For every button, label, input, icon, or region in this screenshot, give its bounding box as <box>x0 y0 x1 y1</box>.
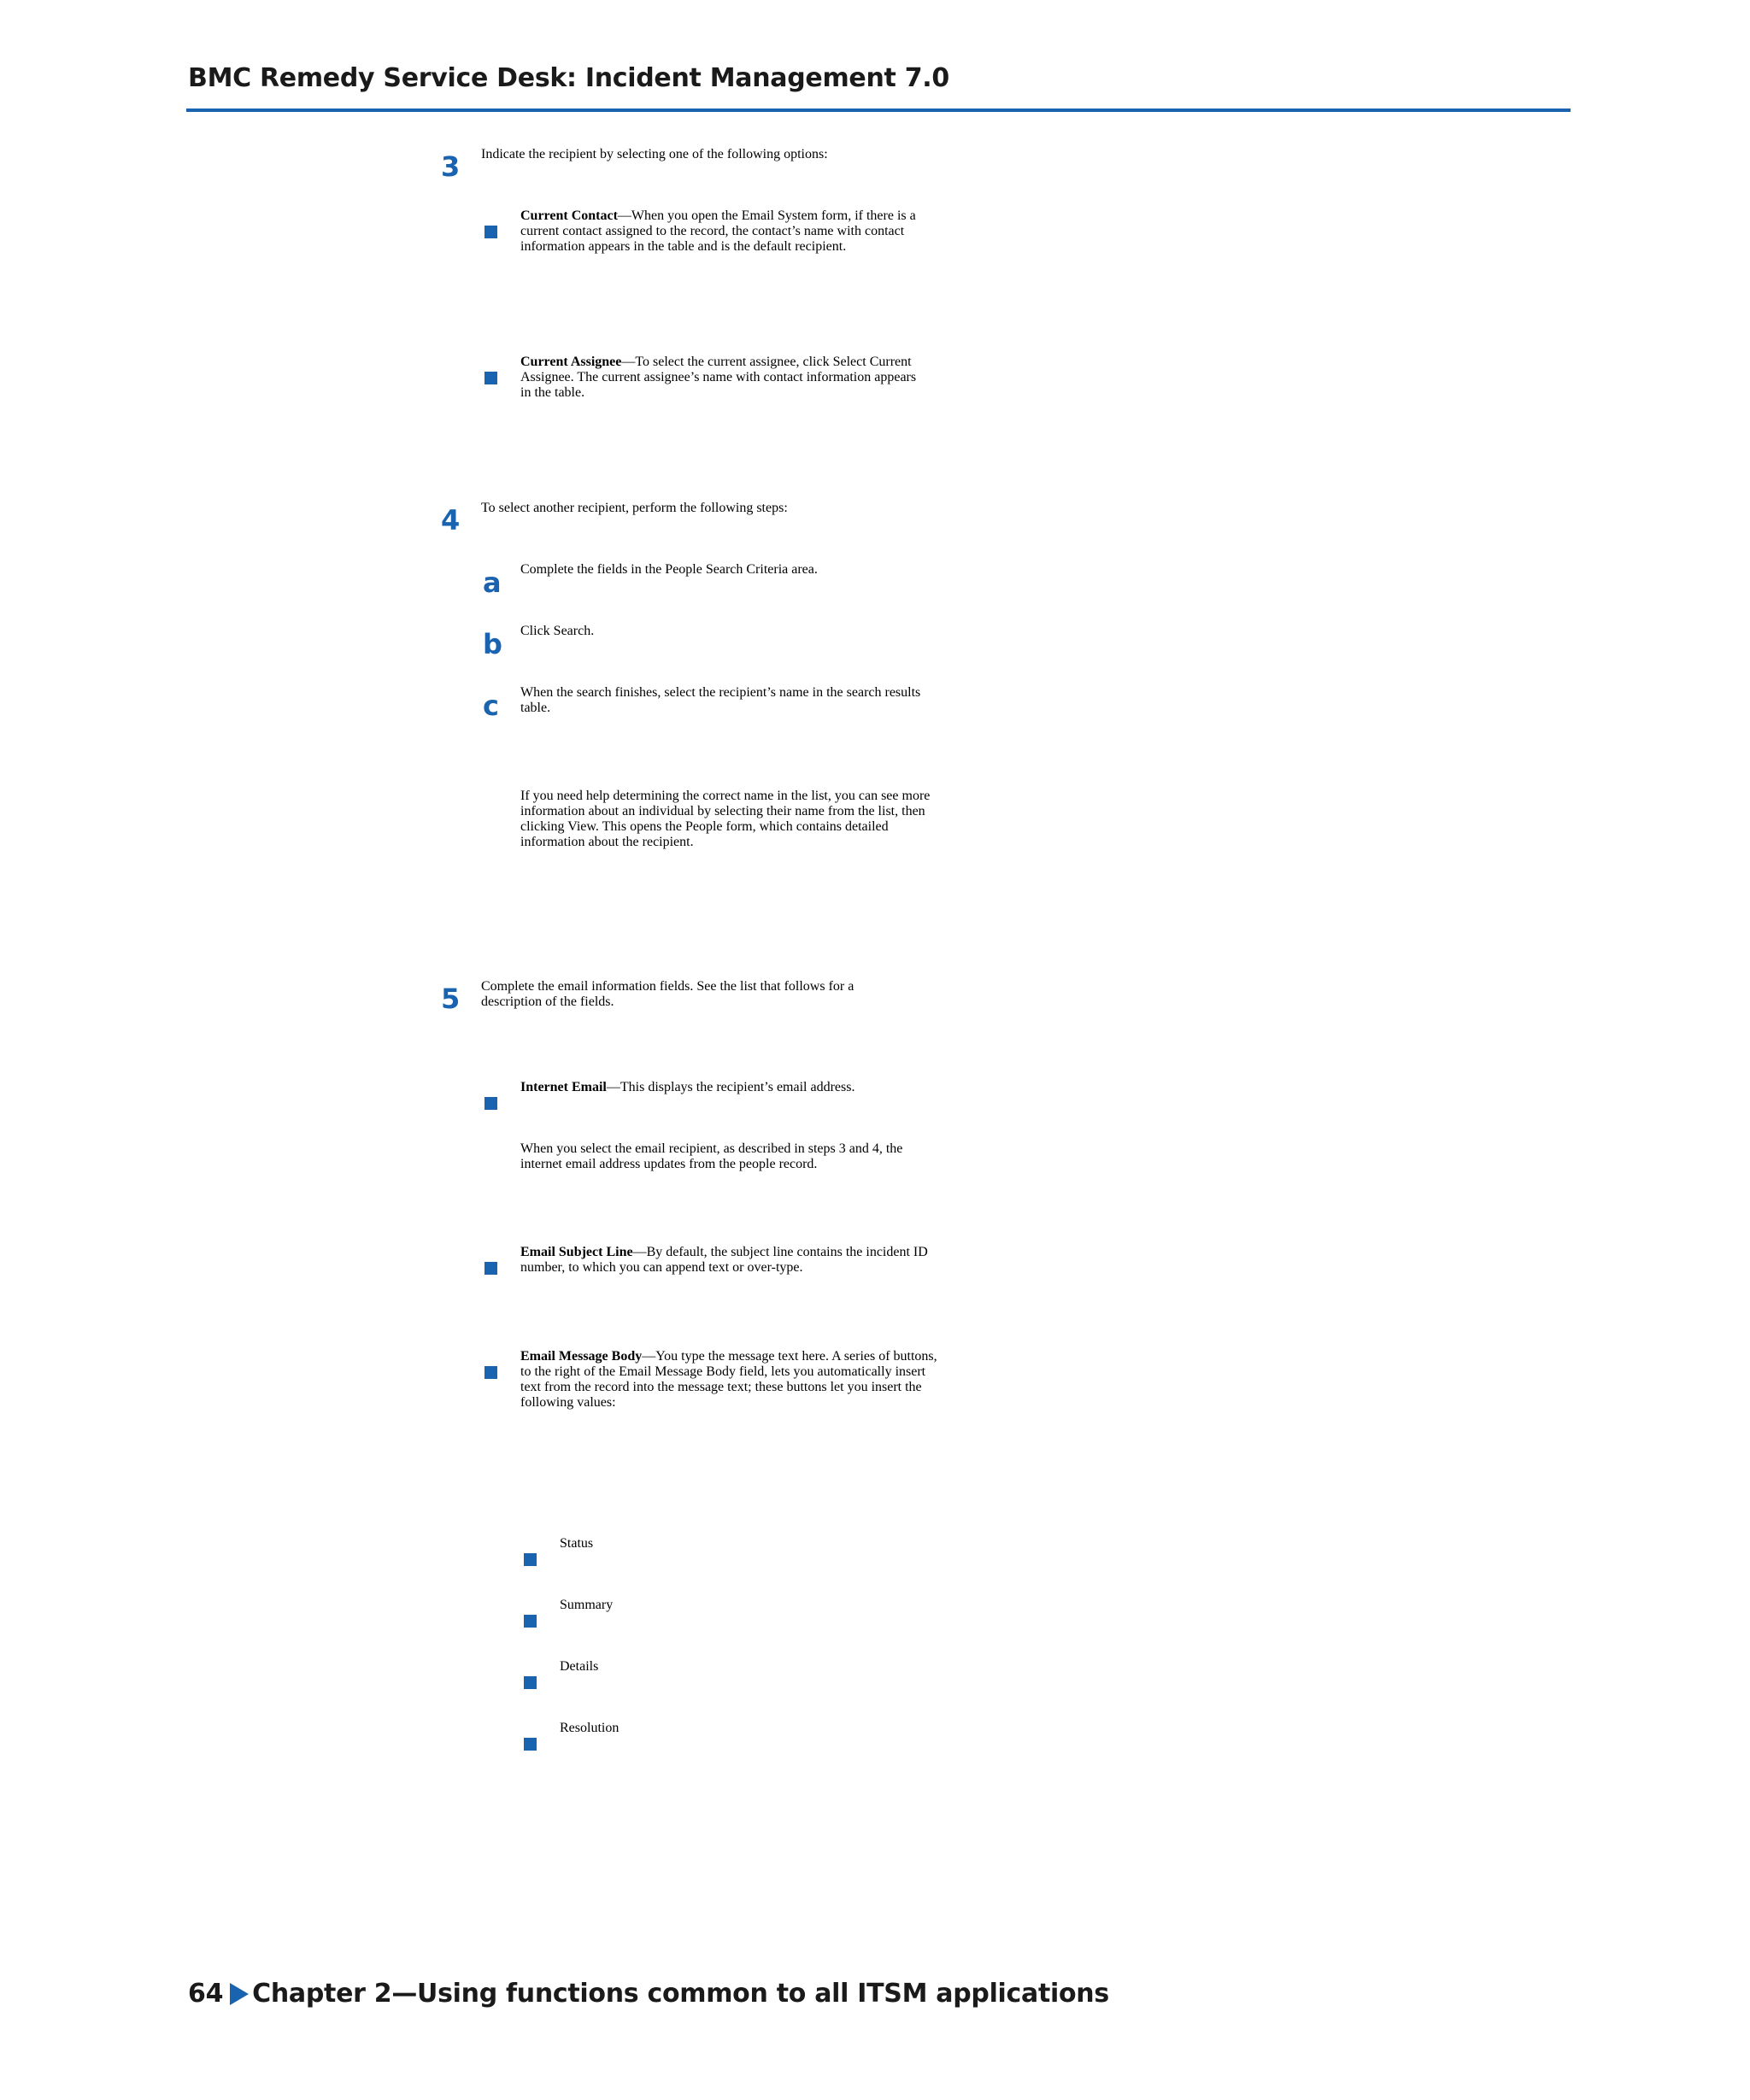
value-item-resolution: Resolution <box>560 1721 620 1735</box>
value-item-summary: Summary <box>560 1598 614 1612</box>
page-footer <box>188 1979 1109 2009</box>
bullet-icon <box>484 372 497 384</box>
substep-text: Click Search. <box>520 624 595 638</box>
arrow-right-icon <box>230 1983 249 2005</box>
bullet-email-message-body <box>520 1349 937 1411</box>
note-paragraph: When you select the email recipient, as described in steps 3 and 4, the internet email address updates from the people record. <box>520 1141 903 1171</box>
bullet-icon <box>524 1738 537 1751</box>
bullet-icon <box>524 1615 537 1628</box>
bullet-text: text from the record into the message text; these buttons let you insert the <box>520 1380 922 1394</box>
bullet-icon <box>524 1676 537 1689</box>
bullet-email-subject-line <box>520 1245 928 1276</box>
bullet-text: Assignee. The current assignee’s name with contact information appears <box>520 370 917 384</box>
bullet-text: information appears in the table and is the default recipient. <box>520 239 847 254</box>
substep-text: When the search finishes, select the recipient’s name in the search results table. <box>520 685 921 715</box>
note-paragraph: If you need help determining the correct name in the list, you can see more information about an individual by selecting their name from the list, then clicking View. This opens the People form, which contains detailed information about the recipient. <box>520 789 931 849</box>
value-item-status: Status <box>560 1536 594 1551</box>
bullet-icon <box>484 1097 497 1110</box>
term-email-message-body: Email Message Body <box>520 1349 643 1364</box>
bullet-current-contact <box>520 208 916 255</box>
bullet-text: —To select the current assignee, click Select Current <box>621 355 912 369</box>
chapter-title: Chapter 2—Using functions common to all ITSM applications <box>252 1979 1109 2009</box>
bullet-icon <box>484 226 497 238</box>
step-number: 3 <box>441 150 461 183</box>
substep-letter: a <box>483 566 502 599</box>
step-number: 5 <box>441 983 461 1015</box>
step-number: 4 <box>441 504 461 537</box>
bullet-text: to the right of the Email Message Body field, lets you automatically insert <box>520 1364 926 1379</box>
substep-letter: b <box>483 628 502 660</box>
page-number: 64 <box>188 1979 224 2009</box>
term-internet-email: Internet Email <box>520 1080 607 1094</box>
term-current-assignee: Current Assignee <box>520 355 622 369</box>
bullet-internet-email <box>520 1080 854 1095</box>
bullet-text: in the table. <box>520 385 585 400</box>
step-text: To select another recipient, perform the following steps: <box>481 501 788 515</box>
bullet-text: number, to which you can append text or over-type. <box>520 1260 803 1275</box>
header-rule <box>186 109 1571 112</box>
substep-letter: c <box>483 689 499 722</box>
bullet-text: —By default, the subject line contains the incident ID <box>632 1245 928 1259</box>
term-current-contact: Current Contact <box>520 208 618 223</box>
step-text: Complete the email information fields. See the list that follows for a description of the fields. <box>481 979 854 1009</box>
step-text: Indicate the recipient by selecting one of the following options: <box>481 147 828 161</box>
substep-text: Complete the fields in the People Search Criteria area. <box>520 562 818 577</box>
bullet-text: —This displays the recipient’s email address. <box>606 1080 855 1094</box>
value-item-details: Details <box>560 1659 599 1674</box>
bullet-icon <box>484 1366 497 1379</box>
bullet-text: —You type the message text here. A series of buttons, <box>642 1349 937 1364</box>
bullet-text: —When you open the Email System form, if there is a <box>617 208 916 223</box>
bullet-text: following values: <box>520 1395 616 1410</box>
bullet-icon <box>524 1553 537 1566</box>
running-header: BMC Remedy Service Desk: Incident Management 7.0 <box>188 63 949 93</box>
bullet-icon <box>484 1262 497 1275</box>
bullet-current-assignee <box>520 355 916 401</box>
bullet-text: current contact assigned to the record, the contact’s name with contact <box>520 224 905 238</box>
term-email-subject-line: Email Subject Line <box>520 1245 633 1259</box>
